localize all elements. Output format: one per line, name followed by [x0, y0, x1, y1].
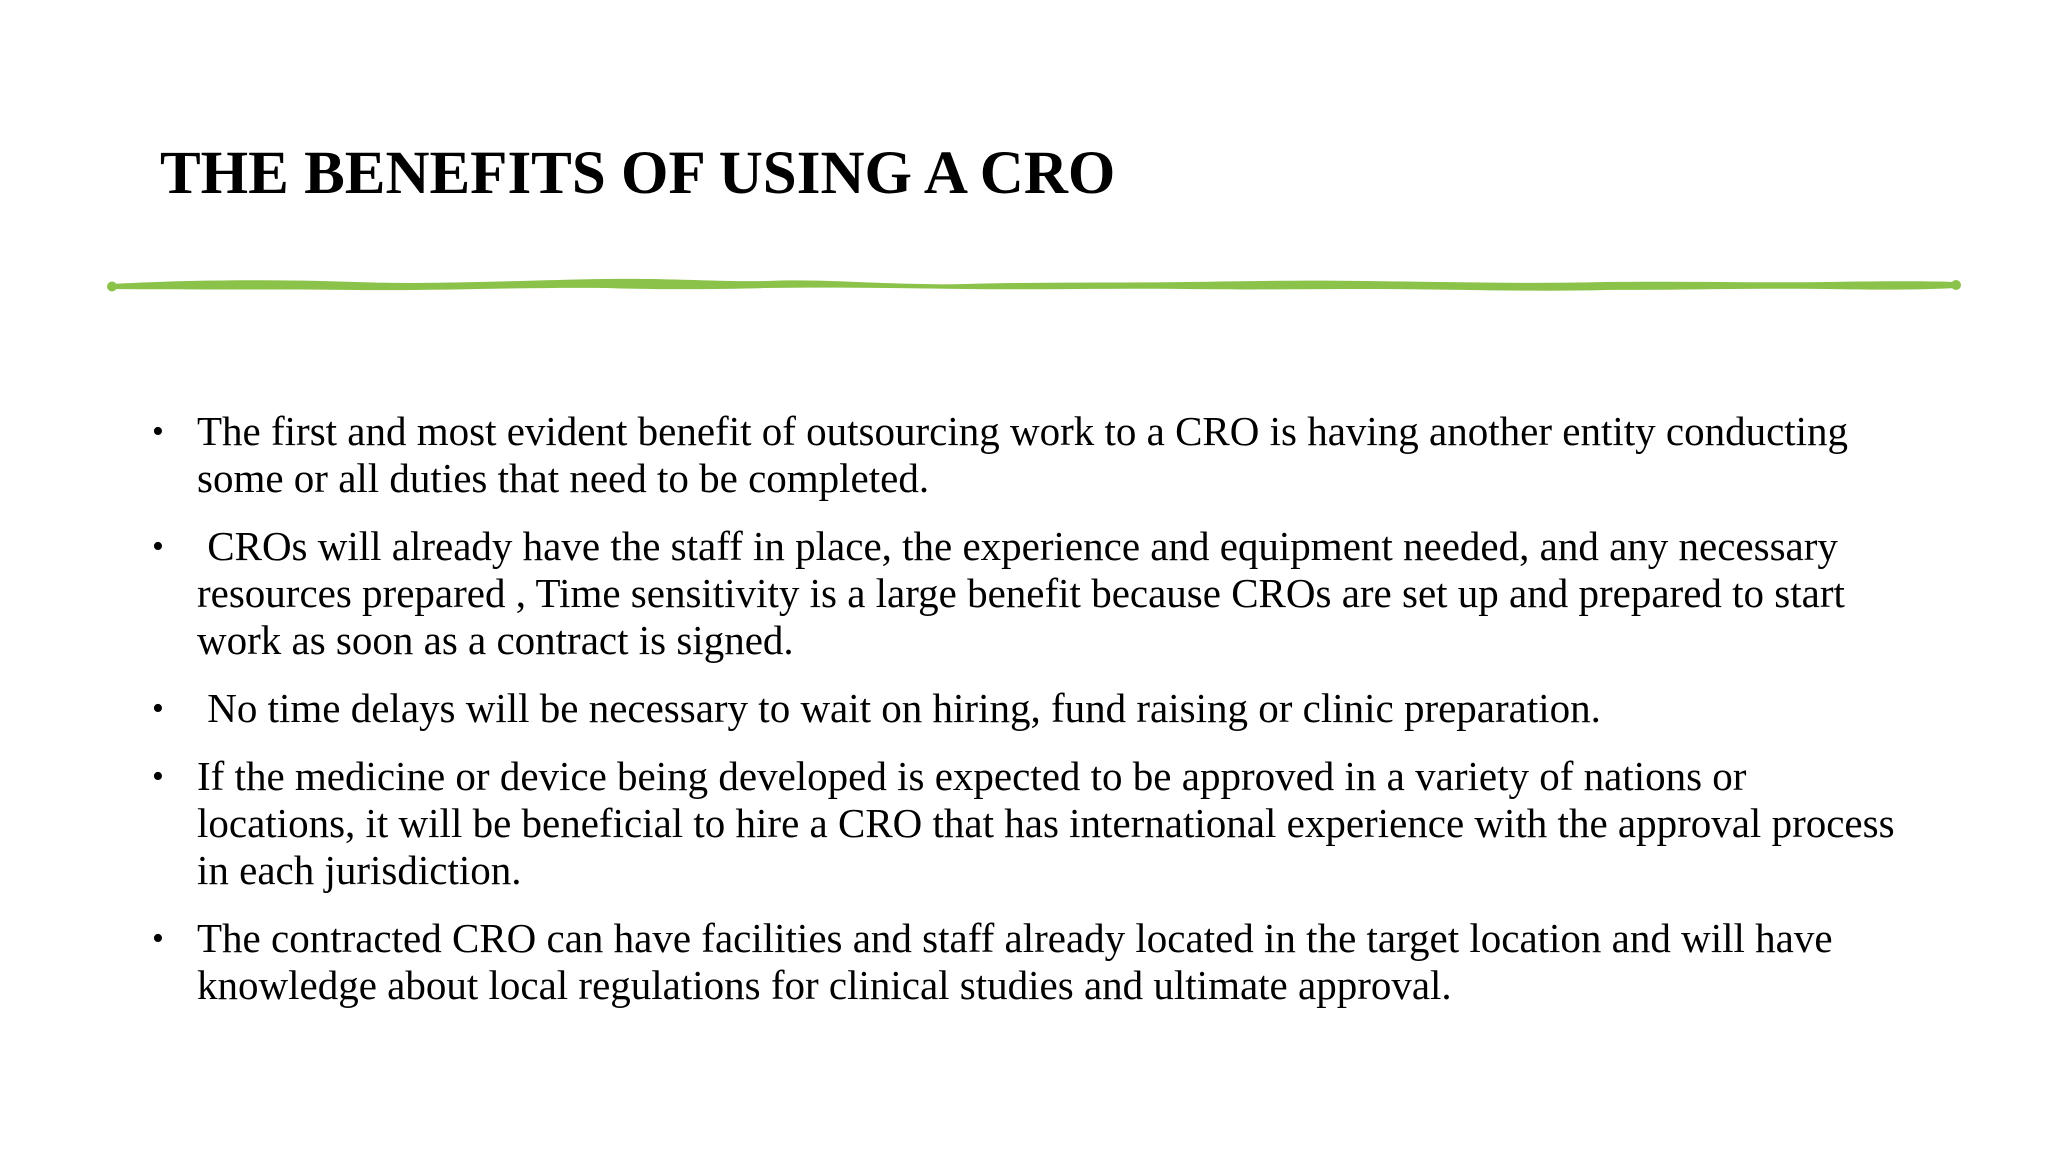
slide-title: THE BENEFITS OF USING A CRO [160, 140, 1116, 207]
bullet-marker: • [152, 758, 164, 795]
bullet-marker: • [152, 528, 164, 565]
bullet-item [152, 685, 1912, 732]
underline-stroke [112, 279, 1956, 291]
bullet-item [152, 408, 1912, 502]
bullet-item [152, 523, 1912, 664]
bullet-text: If the medicine or device being developed is expected to be approved in a variety of nations or locations, it will be beneficial to hire a CRO that has international experience with the approval process in each jurisdiction. [197, 753, 1895, 893]
title-underline [106, 270, 1962, 298]
bullet-marker: • [152, 690, 164, 727]
bullet-text: No time delays will be necessary to wait on hiring, fund raising or clinic preparation. [197, 685, 1601, 731]
bullet-item [152, 753, 1912, 894]
bullet-marker: • [152, 920, 164, 957]
bullet-item [152, 915, 1912, 1009]
bullet-text: The contracted CRO can have facilities and staff already located in the target location and will have knowledge about local regulations for clinical studies and ultimate approval. [197, 915, 1833, 1008]
bullet-text: The first and most evident benefit of outsourcing work to a CRO is having another entity conducting some or all duties that need to be completed. [197, 408, 1849, 501]
bullet-marker: • [152, 413, 164, 450]
bullet-text: CROs will already have the staff in place, the experience and equipment needed, and any necessary resources prepared , Time sensitivity is a large benefit because CROs are set up and prepared to start work as soon as a contract is signed. [197, 523, 1856, 663]
bullet-list [152, 408, 1912, 1030]
